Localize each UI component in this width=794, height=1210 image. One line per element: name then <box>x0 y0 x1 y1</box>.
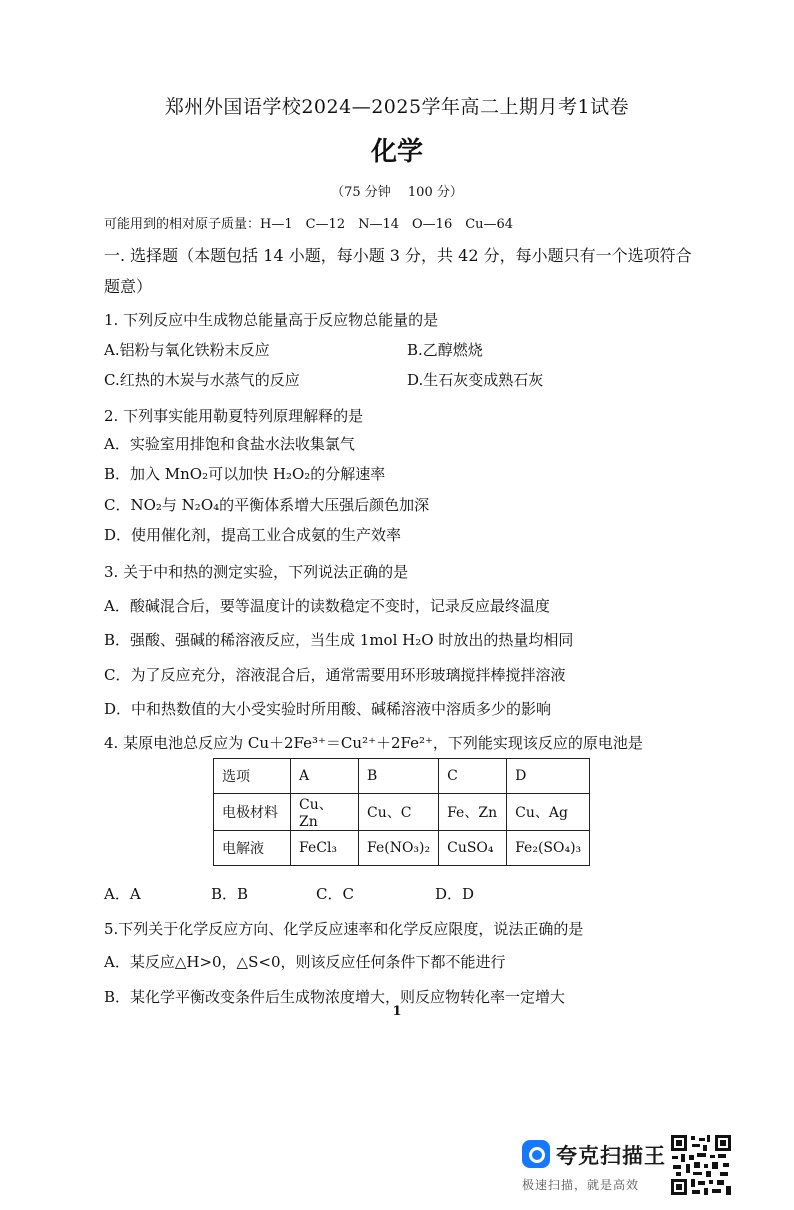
question-5-option-b: B．某化学平衡改变条件后生成物浓度增大，则反应物转化率一定增大 <box>104 988 566 1006</box>
question-5-stem: 5.下列关于化学反应方向、化学反应速率和化学反应限度，说法正确的是 <box>104 920 584 938</box>
question-3-option-a: A．酸碱混合后，要等温度计的读数稳定不变时，记录反应最终温度 <box>104 597 550 615</box>
section-heading: 一. 选择题（本题包括 14 小题，每小题 3 分，共 42 分，每小题只有一个选项符合题意） <box>104 246 692 296</box>
table-header-row <box>214 759 590 794</box>
table-cell: Cu、C <box>359 794 439 831</box>
table-row <box>214 831 590 866</box>
question-4-option-a: A．A <box>104 885 141 903</box>
table-cell: Fe₂(SO₄)₃ <box>507 831 590 866</box>
question-4-table <box>213 758 590 866</box>
question-1-option-b: B.乙醇燃烧 <box>407 341 483 359</box>
table-cell: 电极材料 <box>214 794 291 831</box>
table-cell: Fe(NO₃)₂ <box>359 831 439 866</box>
brand-slogan: 极速扫描，就是高效 <box>522 1178 640 1192</box>
question-1-option-c: C.红热的木炭与水蒸气的反应 <box>104 371 300 389</box>
question-3-option-c: C．为了反应充分，溶液混合后，通常需要用环形玻璃搅拌棒搅拌溶液 <box>104 666 566 684</box>
table-cell: 电解液 <box>214 831 291 866</box>
question-4-option-c: C．C <box>316 885 354 903</box>
exam-duration-score: （75 分钟 100 分） <box>331 185 463 200</box>
page-number: 1 <box>392 1004 402 1019</box>
question-1-option-a: A.铝粉与氧化铁粉末反应 <box>104 341 270 359</box>
table-cell: 选项 <box>214 759 291 794</box>
subject-title: 化学 <box>370 137 423 167</box>
table-cell: D <box>507 759 590 794</box>
atomic-masses: 可能用到的相对原子质量：H—1 C—12 N—14 O—16 Cu—64 <box>104 217 514 232</box>
table-cell: CuSO₄ <box>439 831 507 866</box>
question-4-option-d: D．D <box>435 885 475 903</box>
question-2-option-a: A．实验室用排饱和食盐水法收集氯气 <box>104 435 355 453</box>
table-cell: C <box>439 759 507 794</box>
qr-code-icon <box>670 1134 732 1196</box>
table-cell: B <box>359 759 439 794</box>
table-cell: Cu、Zn <box>291 794 359 831</box>
question-2-stem: 2. 下列事实能用勒夏特列原理解释的是 <box>104 407 364 425</box>
question-1-stem: 1. 下列反应中生成物总能量高于反应物总能量的是 <box>104 311 439 329</box>
question-3-option-b: B．强酸、强碱的稀溶液反应，当生成 1mol H₂O 时放出的热量均相同 <box>104 631 574 649</box>
table-row <box>214 794 590 831</box>
question-2-option-d: D．使用催化剂，提高工业合成氨的生产效率 <box>104 526 402 544</box>
question-2-option-c: C．NO₂与 N₂O₄的平衡体系增大压强后颜色加深 <box>104 496 430 514</box>
question-1-option-d: D.生石灰变成熟石灰 <box>407 371 544 389</box>
table-cell: FeCl₃ <box>291 831 359 866</box>
question-5-option-a: A．某反应△H>0，△S<0，则该反应任何条件下都不能进行 <box>104 953 506 971</box>
exam-title: 郑州外国语学校2024—2025学年高二上期月考1试卷 <box>164 96 630 118</box>
question-2-option-b: B．加入 MnO₂可以加快 H₂O₂的分解速率 <box>104 465 386 483</box>
scanner-watermark <box>522 1140 666 1200</box>
table-cell: Fe、Zn <box>439 794 507 831</box>
question-4-stem: 4. 某原电池总反应为 Cu＋2Fe³⁺＝Cu²⁺＋2Fe²⁺，下列能实现该反应的原电池是 <box>104 734 643 752</box>
brand-name: 夸克扫描王 <box>556 1144 666 1168</box>
table-cell: Cu、Ag <box>507 794 590 831</box>
quark-logo-icon <box>522 1140 550 1168</box>
question-4-option-b: B．B <box>211 885 249 903</box>
table-cell: A <box>291 759 359 794</box>
question-3-option-d: D．中和热数值的大小受实验时所用酸、碱稀溶液中溶质多少的影响 <box>104 700 552 718</box>
question-3-stem: 3. 关于中和热的测定实验，下列说法正确的是 <box>104 563 409 581</box>
